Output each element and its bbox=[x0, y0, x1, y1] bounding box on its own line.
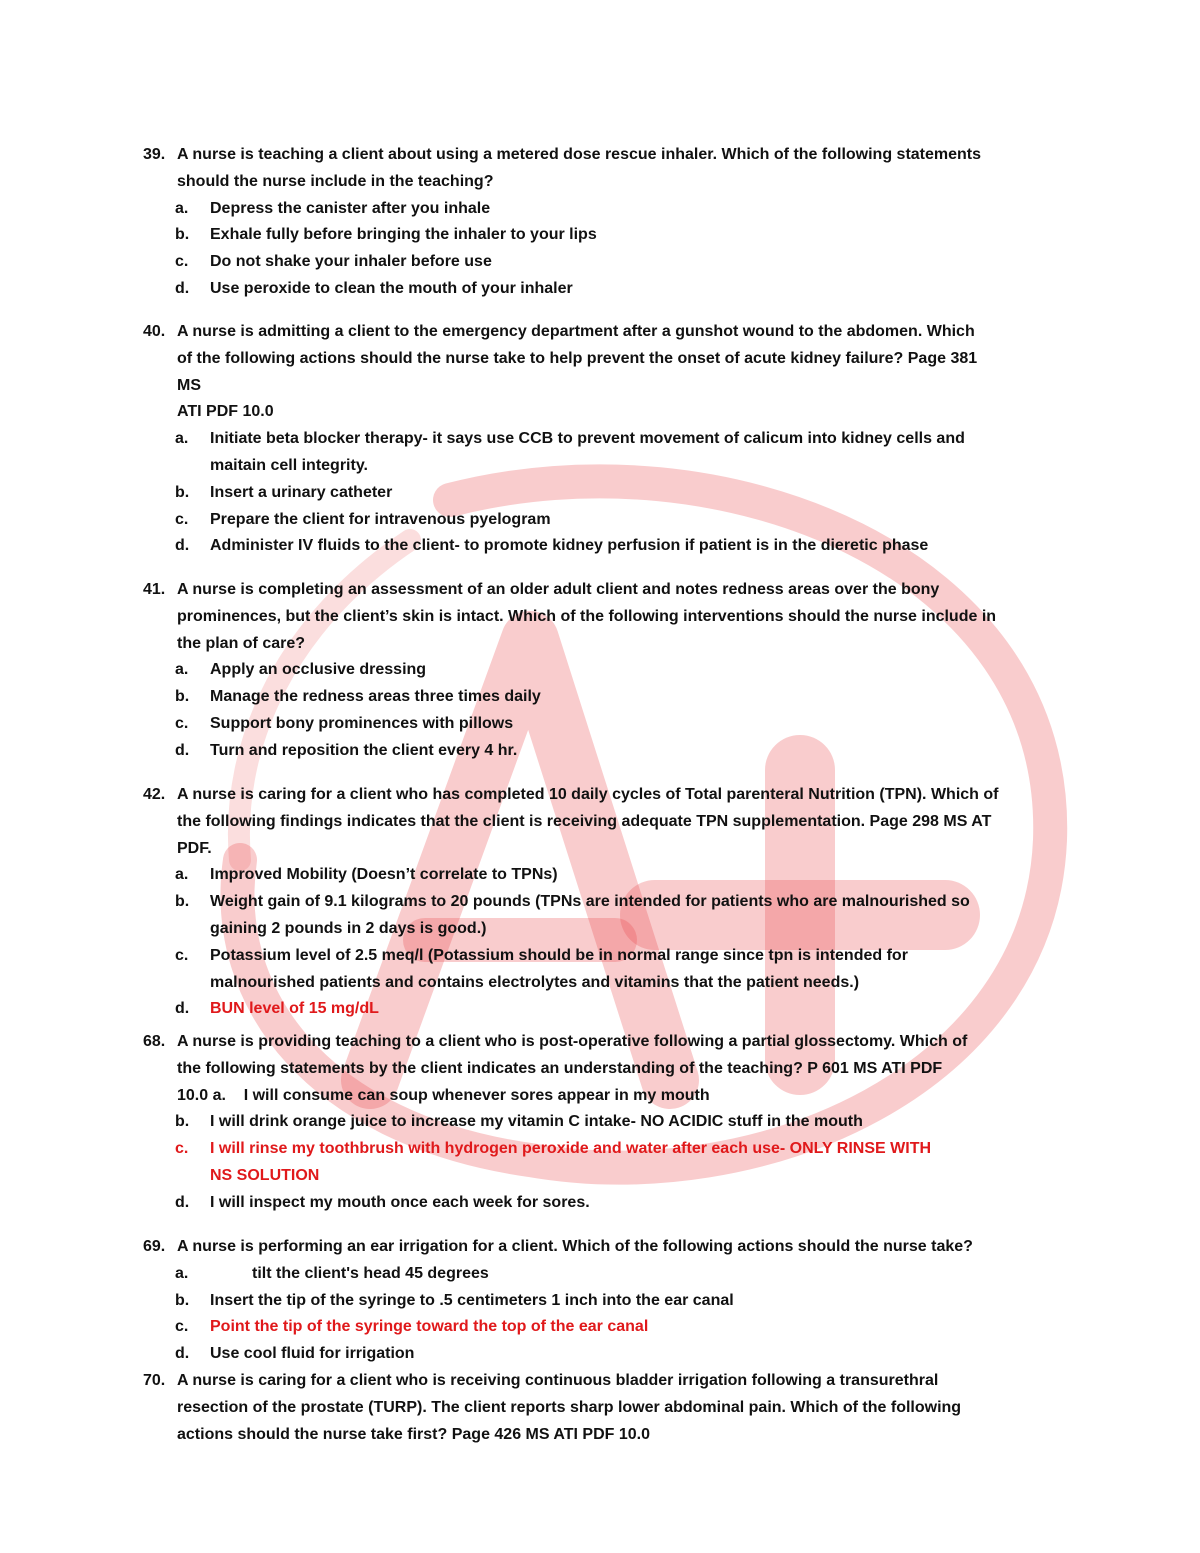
option-c: c. Do not shake your inhaler before use bbox=[175, 253, 492, 271]
question-stem bbox=[143, 142, 1043, 196]
option-a: a. Depress the canister after you inhale bbox=[175, 199, 491, 217]
question-number: 69. bbox=[143, 1238, 166, 1255]
option-d: d. Administer IV fluids to the client- to promote kidney perfusion if patient is in the dieretic phase bbox=[175, 537, 929, 555]
option-c-correct: c. I will rinse my toothbrush with hydrogen peroxide and water after each use- ONLY RINSE WITH NS SOLUTION bbox=[175, 1140, 932, 1184]
question-stem: 69. A nurse is performing an ear irrigation for a client. Which of the following actions should the nurse take? bbox=[143, 1234, 1043, 1261]
option-d: d. I will inspect my mouth once each week for sores. bbox=[175, 1193, 590, 1211]
inline-option-a: 10.0 a. I will consume can soup whenever sores appear in my mouth bbox=[177, 1086, 710, 1104]
question-42 bbox=[143, 782, 1043, 1023]
question-number: 40. bbox=[143, 323, 166, 340]
question-stem: 70. A nurse is caring for a client who is receiving continuous bladder irrigation following a transurethral resection of the prostate (TURP). The client reports sharp lower abdominal pain. Which of the following actions should the nurse take first? Page 426 MS ATI PDF 10.0 bbox=[143, 1368, 1043, 1448]
option-b: b. Manage the redness areas three times daily bbox=[175, 688, 541, 706]
option-d: d. Turn and reposition the client every 4 hr. bbox=[175, 741, 518, 759]
question-stem: 68. A nurse is providing teaching to a client who is post-operative following a partial glossectomy. Which of the following statements by the client indicates an understanding of the teaching? P 601 MS ATI PDF 10.0 a. I will consume can soup whenever sores appear in my mouth bbox=[143, 1029, 1043, 1109]
question-41 bbox=[143, 577, 1043, 765]
option-a: a. Initiate beta blocker therapy- it says use CCB to prevent movement of calicum into kidney cells and maitain cell integrity. bbox=[175, 430, 965, 474]
question-70 bbox=[143, 1368, 1043, 1448]
question-stem: 40. A nurse is admitting a client to the emergency department after a gunshot wound to the abdomen. Which of the following actions should the nurse take to help prevent the onset of acute kidney failure? Page 381 MS ATI PDF 10.0 bbox=[143, 319, 1043, 426]
question-number: 70. bbox=[143, 1372, 166, 1389]
question-68 bbox=[143, 1029, 1043, 1217]
option-b: b. Exhale fully before bringing the inhaler to your lips bbox=[175, 226, 597, 244]
question-text-line: should the nurse include in the teaching? bbox=[177, 172, 494, 190]
question-stem: 41. A nurse is completing an assessment of an older adult client and notes redness areas over the bony prominences, but the client’s skin is intact. Which of the following interventions should the nurse include in the plan of care? bbox=[143, 577, 1043, 657]
option-a: a. tilt the client's head 45 degrees bbox=[175, 1264, 489, 1282]
option-d: d. Use peroxide to clean the mouth of your inhaler bbox=[175, 279, 573, 297]
option-c: c. Potassium level of 2.5 meq/l (Potassium should be in normal range since tpn is intended for malnourished patients and contains electrolytes and vitamins that the patient needs.) bbox=[175, 946, 908, 991]
option-d: d. Use cool fluid for irrigation bbox=[175, 1345, 415, 1363]
option-c: c. Support bony prominences with pillows bbox=[175, 714, 514, 732]
question-39 bbox=[143, 142, 1043, 303]
question-number: 39. bbox=[143, 146, 166, 163]
question-text-line: A nurse is teaching a client about using a metered dose rescue inhaler. Which of the following statements bbox=[177, 146, 982, 163]
option-b: b. Insert a urinary catheter bbox=[175, 483, 393, 501]
option-a: a. Apply an occlusive dressing bbox=[175, 661, 427, 679]
option-d-correct: d. BUN level of 15 mg/dL bbox=[175, 1000, 379, 1018]
question-40 bbox=[143, 319, 1043, 560]
option-a: a. Improved Mobility (Doesn’t correlate to TPNs) bbox=[175, 866, 558, 884]
option-b: b. Insert the tip of the syringe to .5 centimeters 1 inch into the ear canal bbox=[175, 1291, 734, 1309]
option-b: b. I will drink orange juice to increase my vitamin C intake- NO ACIDIC stuff in the mouth bbox=[175, 1113, 863, 1131]
question-69 bbox=[143, 1234, 1043, 1368]
option-b: b. Weight gain of 9.1 kilograms to 20 pounds (TPNs are intended for patients who are malnourished so gaining 2 pounds in 2 days is good.) bbox=[175, 893, 970, 937]
question-stem: 42. A nurse is caring for a client who has completed 10 daily cycles of Total parenteral Nutrition (TPN). Which of the following findings indicates that the client is receiving adequate TPN supplementation. Page 298 MS AT PDF. bbox=[143, 782, 1043, 862]
question-number: 68. bbox=[143, 1033, 166, 1050]
question-number: 42. bbox=[143, 786, 166, 803]
option-c-correct: c. Point the tip of the syringe toward the top of the ear canal bbox=[175, 1318, 649, 1336]
option-c: c. Prepare the client for intravenous pyelogram bbox=[175, 510, 551, 528]
question-number: 41. bbox=[143, 581, 166, 598]
